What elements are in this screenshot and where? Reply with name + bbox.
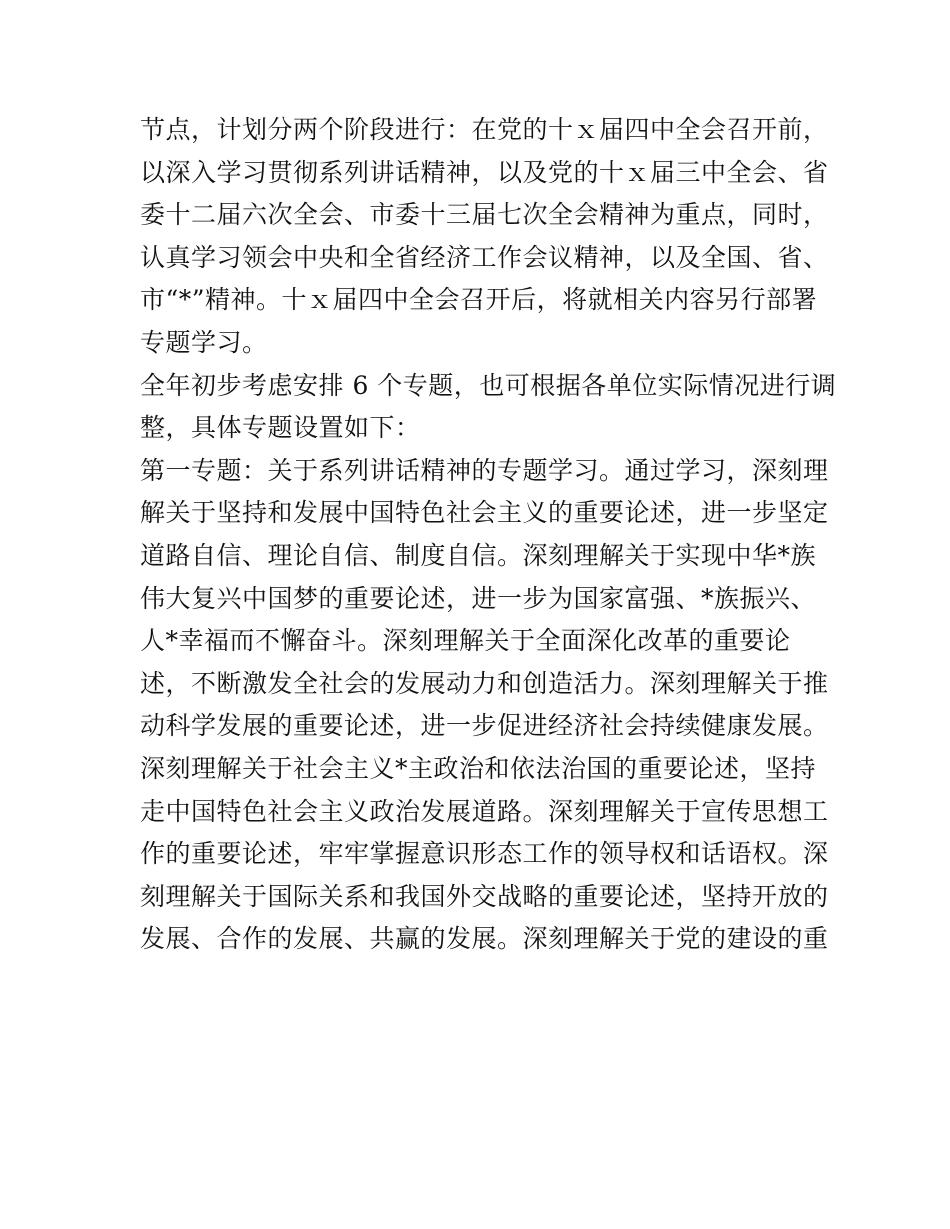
text-line: 全年初步考虑安排 6 个专题，也可根据各单位实际情况进行调 [140, 370, 837, 400]
body-text [140, 109, 837, 961]
text-line: 认真学习领会中央和全省经济工作会议精神，以及全国、省、 [140, 242, 829, 272]
text-line: 第一专题：关于系列讲话精神的专题学习。通过学习，深刻理 [140, 455, 829, 485]
text-line: 委十二届六次全会、市委十三届七次全会精神为重点，同时， [140, 200, 829, 230]
text-line: 解关于坚持和发展中国特色社会主义的重要论述，进一步坚定 [140, 498, 829, 528]
text-line: 道路自信、理论自信、制度自信。深刻理解关于实现中华*族 [140, 540, 817, 570]
text-line: 以深入学习贯彻系列讲话精神，以及党的十ｘ届三中全会、省 [140, 157, 829, 187]
text-line: 动科学发展的重要论述，进一步促进经济社会持续健康发展。 [140, 711, 829, 741]
text-line: 深刻理解关于社会主义*主政治和依法治国的重要论述，坚持 [140, 753, 817, 783]
text-line: 发展、合作的发展、共赢的发展。深刻理解关于党的建设的重 [140, 924, 829, 954]
text-line: 人*幸福而不懈奋斗。深刻理解关于全面深化改革的重要论 [140, 626, 791, 656]
text-line: 市“*”精神。十ｘ届四中全会召开后，将就相关内容另行部署 [140, 285, 818, 315]
text-line: 专题学习。 [140, 327, 268, 357]
text-line: 伟大复兴中国梦的重要论述，进一步为国家富强、*族振兴、 [140, 583, 817, 613]
text-line: 刻理解关于国际关系和我国外交战略的重要论述，坚持开放的 [140, 881, 829, 911]
text-line: 作的重要论述，牢牢掌握意识形态工作的领导权和话语权。深 [140, 839, 829, 869]
text-line: 述，不断激发全社会的发展动力和创造活力。深刻理解关于推 [140, 668, 829, 698]
text-line: 节点，计划分两个阶段进行：在党的十ｘ届四中全会召开前， [140, 115, 829, 144]
text-line: 走中国特色社会主义政治发展道路。深刻理解关于宣传思想工 [140, 796, 829, 826]
text-line: 整，具体专题设置如下： [140, 413, 421, 443]
